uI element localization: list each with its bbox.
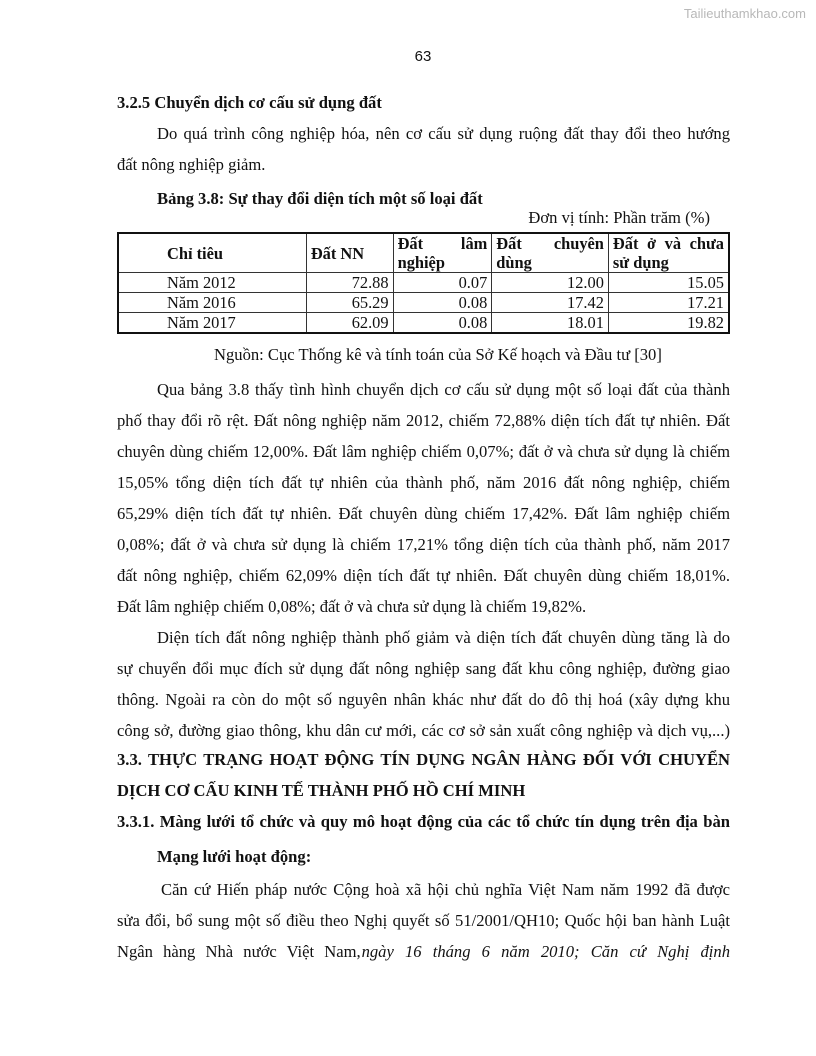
header-cell: Đất lâm nghiệp [393,233,492,273]
paragraph-line: thông. Ngoài ra còn do một số nguyên nhân khác như đất do đô thị hoá (xây dựng khu [117,690,730,709]
cell: Năm 2017 [118,313,306,334]
header-cell: Đất NN [306,233,393,273]
paragraph-line: chuyên dùng chiếm 12,00%. Đất lâm nghiệp chiếm 0,07%; đất ở và chưa sử dụng là chiếm [117,442,730,461]
paragraph-line: Qua bảng 3.8 thấy tình hình chuyển dịch cơ cấu sử dụng một số loại đất của thành [157,380,730,399]
cell: 18.01 [492,313,609,334]
section-heading-3-3-cont: DỊCH CƠ CẤU KINH TẾ THÀNH PHỐ HỒ CHÍ MINH [117,781,526,800]
cell: 0.08 [393,313,492,334]
paragraph-line: 0,08%; đất ở và chưa sử dụng là chiếm 17,21% tổng diện tích của thành phố, năm 2017 [117,535,730,554]
cell: 72.88 [306,273,393,293]
paragraph-line: đất nông nghiệp giảm. [117,155,266,174]
paragraph-line: đất nông nghiệp, chiếm 62,09% diện tích đất tự nhiên. Đất chuyên dùng chiếm 18,01%. [117,566,730,585]
cell: 62.09 [306,313,393,334]
header-cell: Đất chuyên dùng [492,233,609,273]
header-cell: Đất ở và chưa sử dụng [608,233,729,273]
paragraph-line: Diện tích đất nông nghiệp thành phố giảm và diện tích đất chuyên dùng tăng là do [157,628,730,647]
cell: 65.29 [306,293,393,313]
section-heading-3-3: 3.3. THỰC TRẠNG HOẠT ĐỘNG TÍN DỤNG NGÂN HÀNG ĐỐI VỚI CHUYỂN [117,750,730,769]
cell: 17.21 [608,293,729,313]
watermark: Tailieuthamkhao.com [683,6,806,21]
table-unit: Đơn vị tính: Phần trăm (%) [528,208,710,227]
subheading: Mạng lưới hoạt động: [157,847,312,866]
paragraph-line: 65,29% diện tích đất tự nhiên. Đất chuyên dùng chiếm 17,42%. Đất lâm nghiệp chiếm [117,504,730,523]
text: Ngân hàng Nhà nước Việt Nam, [117,942,361,961]
header-cell: Chỉ tiêu [118,233,306,273]
table-row [118,313,729,334]
cell: 19.82 [608,313,729,334]
table-row [118,273,729,293]
cell: 17.42 [492,293,609,313]
cell: 12.00 [492,273,609,293]
land-use-table [117,232,730,334]
table-source: Nguồn: Cục Thống kê và tính toán của Sở Kế hoạch và Đầu tư [30] [214,345,662,364]
cell: 0.08 [393,293,492,313]
paragraph-line: Do quá trình công nghiệp hóa, nên cơ cấu sử dụng ruộng đất thay đổi theo hướng [157,124,730,143]
section-heading-3-2-5: 3.2.5 Chuyển dịch cơ cấu sử dụng đất [117,93,382,112]
table-row [118,293,729,313]
paragraph-line [117,942,730,962]
paragraph-line: sự chuyển đổi mục đích sử dụng đất nông nghiệp sang đất khu công nghiệp, đường giao [117,659,730,678]
cell: 0.07 [393,273,492,293]
cell: Năm 2016 [118,293,306,313]
paragraph-line: Căn cứ Hiến pháp nước Cộng hoà xã hội chủ nghĩa Việt Nam năm 1992 đã được [161,880,730,899]
italic-text: ngày 16 tháng 6 năm 2010; Căn cứ Nghị định [361,942,730,961]
paragraph-line: Đất lâm nghiệp chiếm 0,08%; đất ở và chưa sử dụng là chiếm 19,82%. [117,597,587,616]
paragraph-line: sửa đổi, bổ sung một số điều theo Nghị quyết số 51/2001/QH10; Quốc hội ban hành Luật [117,911,730,930]
cell: Năm 2012 [118,273,306,293]
table-header-row [118,233,729,273]
section-heading-3-3-1: 3.3.1. Màng lưới tổ chức và quy mô hoạt động của các tổ chức tín dụng trên địa bàn [117,812,730,831]
paragraph-line: công sở, đường giao thông, khu dân cư mới, các cơ sở sản xuất công nghiệp và dịch vụ,...) [117,721,730,740]
paragraph-line: 15,05% tổng diện tích đất tự nhiên của thành phố, năm 2016 đất nông nghiệp, chiếm [117,473,730,492]
cell: 15.05 [608,273,729,293]
table-caption: Bảng 3.8: Sự thay đổi diện tích một số loại đất [157,189,483,208]
page-number: 63 [414,48,432,65]
paragraph-line: phố thay đổi rõ rệt. Đất nông nghiệp năm 2012, chiếm 72,88% diện tích đất tự nhiên. Đất [117,411,730,430]
